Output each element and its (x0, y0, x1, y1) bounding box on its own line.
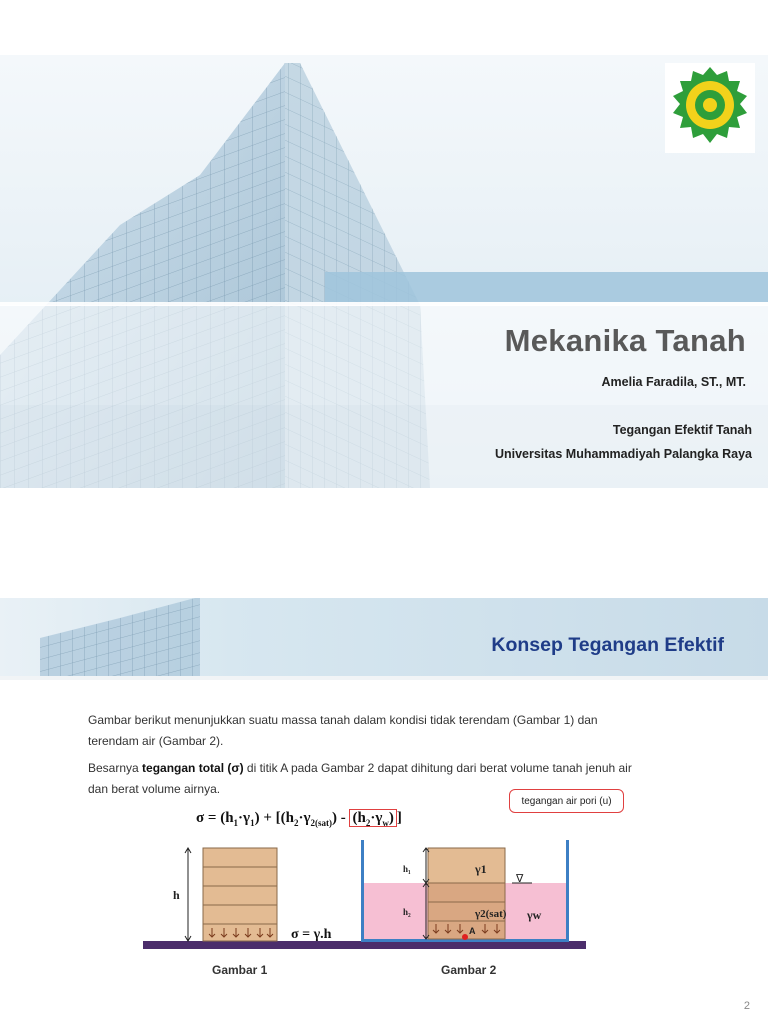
formula-part: w (382, 818, 389, 828)
figure-2-submerged-soil (361, 840, 569, 942)
figure-1-unsubmerged-soil (173, 848, 332, 942)
figure-2-caption: Gambar 2 (441, 963, 497, 977)
author-name: Amelia Faradila, ST., MT. (601, 375, 746, 389)
point-a-marker (462, 934, 468, 940)
formula-part: (h (352, 810, 366, 826)
title-slide (0, 55, 768, 488)
intro-paragraph: Gambar berikut menunjukkan suatu massa tanah dalam kondisi tidak terendam (Gambar 1) dan terendam air (Gambar 2). (88, 713, 598, 748)
formula-part: ·γ (370, 810, 383, 826)
formula-part: ) - (331, 810, 350, 826)
presentation-title: Mekanika Tanah (504, 323, 746, 358)
formula-part: ] (396, 810, 402, 826)
h1-label: h₁ (403, 864, 411, 874)
tank-left-wall (361, 840, 364, 941)
soil-layer-1 (428, 848, 505, 883)
formula-part: ·γ (298, 810, 311, 826)
formula-part: ) (388, 810, 394, 826)
formula-part: 1 (233, 818, 239, 828)
para-sigma: (σ) (224, 761, 244, 775)
gamma-1-label: γ1 (475, 862, 487, 876)
slide-title: Konsep Tegangan Efektif (491, 634, 724, 656)
para-text: di titik A pada Gambar 2 dapat dihitung dari berat volume tanah jenuh air dan berat volume airnya. (88, 761, 632, 796)
topic-subtitle: Tegangan Efektif Tanah (612, 423, 752, 437)
gamma-2-sat-label: γ2(sat) (475, 908, 507, 920)
figure-1-caption: Gambar 1 (212, 963, 268, 977)
ground-line (143, 941, 586, 949)
total-stress-formula (196, 810, 402, 828)
water-level-symbol: ∇ (516, 872, 524, 885)
height-dimension (185, 848, 191, 941)
content-slide (0, 598, 768, 1024)
formula-part: σ = (h (196, 810, 234, 826)
formula-part: ·γ (238, 810, 251, 826)
pore-pressure-term (349, 809, 396, 827)
gamma-w-label: γw (527, 908, 542, 922)
institution-name: Universitas Muhammadiyah Palangka Raya (494, 447, 752, 461)
soil-stress-diagram (140, 830, 600, 960)
pore-pressure-callout: tegangan air pori (u) (509, 789, 624, 813)
formula-part: 1 (250, 818, 255, 828)
formula-part: 2 (365, 818, 371, 828)
tank-right-wall (566, 840, 569, 941)
para-bold-term: tegangan total (142, 761, 225, 775)
fig1-stress-formula: σ = γ.h (291, 927, 332, 942)
point-a-label: A (469, 926, 476, 936)
height-label: h (173, 888, 180, 902)
h2-label: h₂ (403, 907, 411, 917)
university-logo (665, 63, 755, 153)
formula-part: 2 (293, 818, 299, 828)
formula-part: ) + [(h (254, 810, 294, 826)
para-text: Besarnya (88, 761, 143, 775)
page-number: 2 (743, 1000, 750, 1012)
formula-part: 2(sat) (310, 818, 332, 828)
